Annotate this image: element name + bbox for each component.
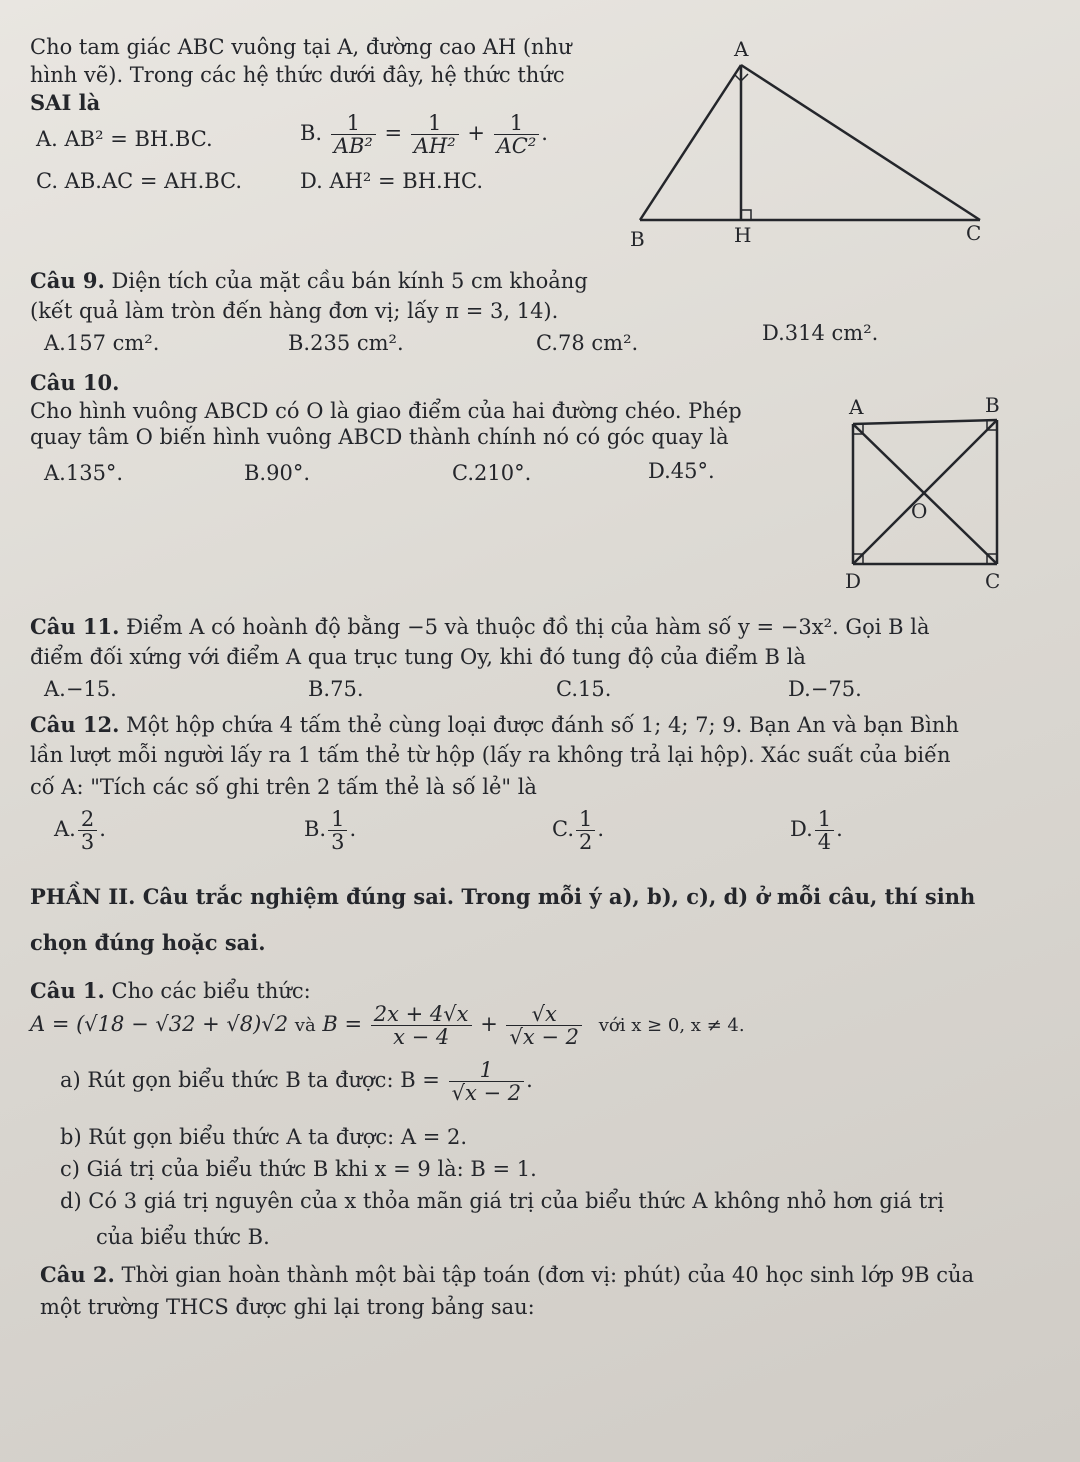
q8-option-d: D. AH² = BH.HC. [300, 169, 484, 193]
c1-expr-a: A = (√18 − √32 + √8)√2 [30, 1012, 289, 1036]
q10-option-c: C.210°. [452, 461, 532, 485]
q12-line1: Câu 12. Một hộp chứa 4 tấm thẻ cùng loại được đánh số 1; 4; 7; 9. Bạn An và bạn Bình [30, 712, 959, 737]
q11-option-c: C.15. [556, 677, 612, 701]
q8-b-term1-fraction: $\frac{1}{\text{AH²}}$ [411, 112, 459, 157]
q10-label-A: A [849, 395, 864, 419]
q8-option-c: C. AB.AC = AH.BC. [36, 169, 243, 193]
q8-option-b-label: B. [300, 121, 323, 145]
q12-option-a: A. $\frac{2}{3}$ . [54, 807, 106, 854]
q10-label-C: C [985, 569, 1001, 593]
q10-option-a: A.135°. [44, 461, 124, 485]
c2-line1: Câu 2. Thời gian hoàn thành một bài tập toán (đơn vị: phút) của 40 học sinh lớp 9B của [40, 1262, 975, 1287]
q8-label-A: A [734, 37, 749, 61]
q8-b-term2-fraction: $\frac{1}{\text{AC²}}$ [494, 112, 540, 157]
q8-stem-line1: Cho tam giác ABC vuông tại A, đường cao AH (như [30, 35, 572, 59]
c1-expr-b-frac1: $\frac{2x + 4√x}{x - 4}$ [371, 1003, 472, 1048]
q9-option-c: C.78 cm². [536, 331, 639, 355]
c1-expr-b-frac2: $\frac{√x}{√x - 2}$ [506, 1003, 582, 1048]
q8-stem-line2: hình vẽ). Trong các hệ thức dưới đây, hệ thức thức [30, 63, 565, 87]
q10-option-b: B.90°. [244, 461, 311, 485]
q10-label-O: O [911, 499, 928, 523]
q10-line2: quay tâm O biến hình vuông ABCD thành chính nó có góc quay là [30, 425, 729, 449]
q10-label-D: D [845, 569, 862, 593]
q8-triangle-figure [610, 30, 1010, 260]
q11-option-a: A.−15. [44, 677, 117, 701]
c2-line2: một trường THCS được ghi lại trong bảng sau: [40, 1295, 535, 1319]
q12-option-d: D. $\frac{1}{4}$ . [790, 807, 843, 854]
q9-option-a: A.157 cm². [44, 331, 160, 355]
c1-intro: Câu 1. Cho các biểu thức: [30, 978, 311, 1003]
q8-label-C: C [966, 221, 982, 245]
q8-label-H: H [734, 223, 752, 247]
q10-square-figure [835, 388, 1035, 598]
q12-option-c: C. $\frac{1}{2}$ . [552, 807, 605, 854]
q8-stem-line3: SAI là [30, 90, 101, 115]
c1-statement-a: a) Rút gọn biểu thức B ta được: B = $\frac{1}{√x - 2}$ . [60, 1058, 533, 1105]
q9-option-d: D.314 cm². [762, 321, 879, 345]
q11-line2: điểm đối xứng với điểm A qua trục tung Oy, khi đó tung độ của điểm B là [30, 645, 806, 669]
c1-statement-d-line2: của biểu thức B. [96, 1225, 270, 1249]
q11-option-b: B.75. [308, 677, 364, 701]
q10-title: Câu 10. [30, 370, 120, 395]
q8-option-a: A. AB² = BH.BC. [36, 127, 213, 151]
q11-line1: Câu 11. Điểm A có hoành độ bằng −5 và thuộc đồ thị của hàm số y = −3x². Gọi B là [30, 614, 930, 639]
q10-option-d: D.45°. [648, 459, 715, 483]
q12-line2: lần lượt mỗi người lấy ra 1 tấm thẻ từ hộp (lấy ra không trả lại hộp). Xác suất của biến [30, 743, 951, 767]
q10-line1: Cho hình vuông ABCD có O là giao điểm của hai đường chéo. Phép [30, 399, 742, 423]
q9-line1: Câu 9. Diện tích của mặt cầu bán kính 5 cm khoảng [30, 268, 588, 293]
q11-option-d: D.−75. [788, 677, 862, 701]
c1-statement-d-line1: d) Có 3 giá trị nguyên của x thỏa mãn giá trị của biểu thức A không nhỏ hơn giá trị [60, 1189, 944, 1213]
q12-option-b: B. $\frac{1}{3}$ . [304, 807, 357, 854]
q9-line2: (kết quả làm tròn đến hàng đơn vị; lấy π = 3, 14). [30, 299, 559, 323]
q12-line3: cố A: "Tích các số ghi trên 2 tấm thẻ là số lẻ" là [30, 775, 537, 799]
q8-label-B: B [630, 227, 645, 251]
q10-label-B: B [985, 393, 1000, 417]
part2-heading-line2: chọn đúng hoặc sai. [30, 930, 266, 955]
c1-condition: với x ≥ 0, x ≠ 4. [598, 1015, 745, 1036]
c1-statement-b: b) Rút gọn biểu thức A ta được: A = 2. [60, 1125, 467, 1149]
c1-expressions: A = (√18 − √32 + √8)√2 và B = $\frac{2x + 4√x}{x - 4}$ + $\frac{√x}{√x - 2}$ với x ≥ 0, x ≠ 4. [30, 1002, 745, 1049]
c1-statement-c: c) Giá trị của biểu thức B khi x = 9 là: B = 1. [60, 1157, 537, 1181]
q8-option-b: B. $\frac{1}{\text{AB²}}$ = $\frac{1}{\text{AH²}}$ + $\frac{1}{\text{AC²}}$ . [300, 111, 548, 158]
q8-b-lhs-fraction: $\frac{1}{\text{AB²}}$ [331, 112, 376, 157]
q9-option-b: B.235 cm². [288, 331, 404, 355]
part2-heading-line1: PHẦN II. Câu trắc nghiệm đúng sai. Trong mỗi ý a), b), c), d) ở mỗi câu, thí sinh [30, 884, 976, 909]
